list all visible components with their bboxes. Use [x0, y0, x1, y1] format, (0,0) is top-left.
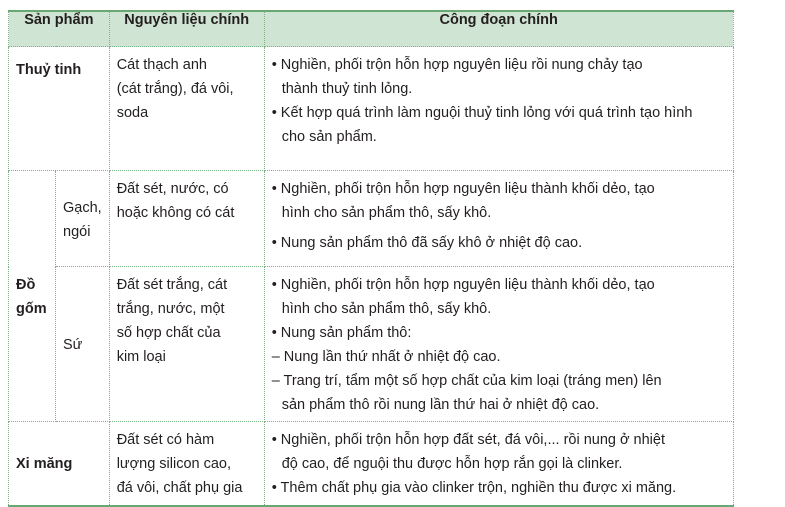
header-process: Công đoạn chính	[264, 11, 733, 47]
materials-line: Đất sét trắng, cát	[116, 277, 228, 293]
table-row-brick	[9, 171, 734, 267]
process-line: • Nghiền, phối trộn hỗn hợp đất sét, đá vôi,... rồi nung ở nhiệt	[271, 432, 665, 448]
table-row-cement	[9, 422, 734, 506]
process-brick	[264, 171, 733, 267]
materials-line: Cát thạch anh	[116, 57, 207, 73]
process-line: hình cho sản phẩm thô, sấy khô.	[281, 301, 492, 317]
subproduct-porcelain: Sứ	[56, 267, 110, 422]
table-row-porcelain	[9, 267, 734, 422]
materials-line: trắng, nước, một	[116, 301, 225, 317]
process-line: cho sản phẩm.	[281, 129, 377, 145]
materials-line: số hợp chất của	[116, 325, 221, 341]
process-line: hình cho sản phẩm thô, sấy khô.	[281, 205, 492, 221]
process-line: • Thêm chất phụ gia vào clinker trộn, nghiền thu được xi măng.	[271, 480, 677, 496]
process-line: • Kết hợp quá trình làm nguội thuỷ tinh lỏng với quá trình tạo hình	[271, 105, 693, 121]
materials-line: hoặc không có cát	[116, 205, 235, 221]
process-line: – Nung lần thứ nhất ở nhiệt độ cao.	[271, 349, 501, 365]
process-line: • Nung sản phẩm thô:	[271, 325, 412, 341]
process-line: sản phẩm thô rồi nung lần thứ hai ở nhiệt độ cao.	[281, 397, 600, 413]
production-table-wrapper	[8, 10, 734, 507]
materials-line: (cát trắng), đá vôi,	[116, 81, 234, 97]
materials-line: kim loại	[116, 349, 166, 365]
materials-cement	[109, 422, 264, 506]
production-table	[8, 10, 734, 507]
process-line: • Nghiền, phối trộn hỗn hợp nguyên liệu rồi nung chảy tạo	[271, 57, 643, 73]
materials-line: đá vôi, chất phụ gia	[116, 480, 243, 496]
process-porcelain	[264, 267, 733, 422]
materials-line: Đất sét, nước, có	[116, 181, 229, 197]
process-cement	[264, 422, 733, 506]
materials-porcelain	[109, 267, 264, 422]
product-ceramics	[9, 171, 56, 422]
materials-glass	[109, 47, 264, 171]
product-ceramics-line1: Đồ	[16, 277, 36, 293]
product-ceramics-line2: gốm	[16, 301, 47, 317]
product-cement: Xi măng	[9, 422, 110, 506]
materials-line: lượng silicon cao,	[116, 456, 232, 472]
subproduct-brick-line1: Gạch,	[63, 199, 102, 216]
process-line: độ cao, để nguội thu được hỗn hợp rắn gọi là clinker.	[281, 456, 623, 472]
table-header-row	[9, 11, 734, 47]
product-glass: Thuỷ tinh	[9, 47, 110, 171]
materials-brick	[109, 171, 264, 267]
subproduct-brick-line2: ngói	[63, 223, 91, 240]
header-product: Sản phẩm	[9, 11, 110, 47]
process-line: thành thuỷ tinh lỏng.	[281, 81, 413, 97]
process-line: – Trang trí, tẩm một số hợp chất của kim loại (tráng men) lên	[271, 373, 662, 389]
process-line: • Nghiền, phối trộn hỗn hợp nguyên liệu thành khối dẻo, tạo	[271, 181, 655, 197]
materials-line: Đất sét có hàm	[116, 432, 215, 448]
header-materials: Nguyên liệu chính	[109, 11, 264, 47]
process-line: • Nghiền, phối trộn hỗn hợp nguyên liệu thành khối dẻo, tạo	[271, 277, 655, 293]
materials-line: soda	[116, 105, 149, 121]
process-line: • Nung sản phẩm thô đã sấy khô ở nhiệt độ cao.	[271, 235, 583, 251]
subproduct-brick	[56, 171, 110, 267]
table-row-glass	[9, 47, 734, 171]
process-glass	[264, 47, 733, 171]
